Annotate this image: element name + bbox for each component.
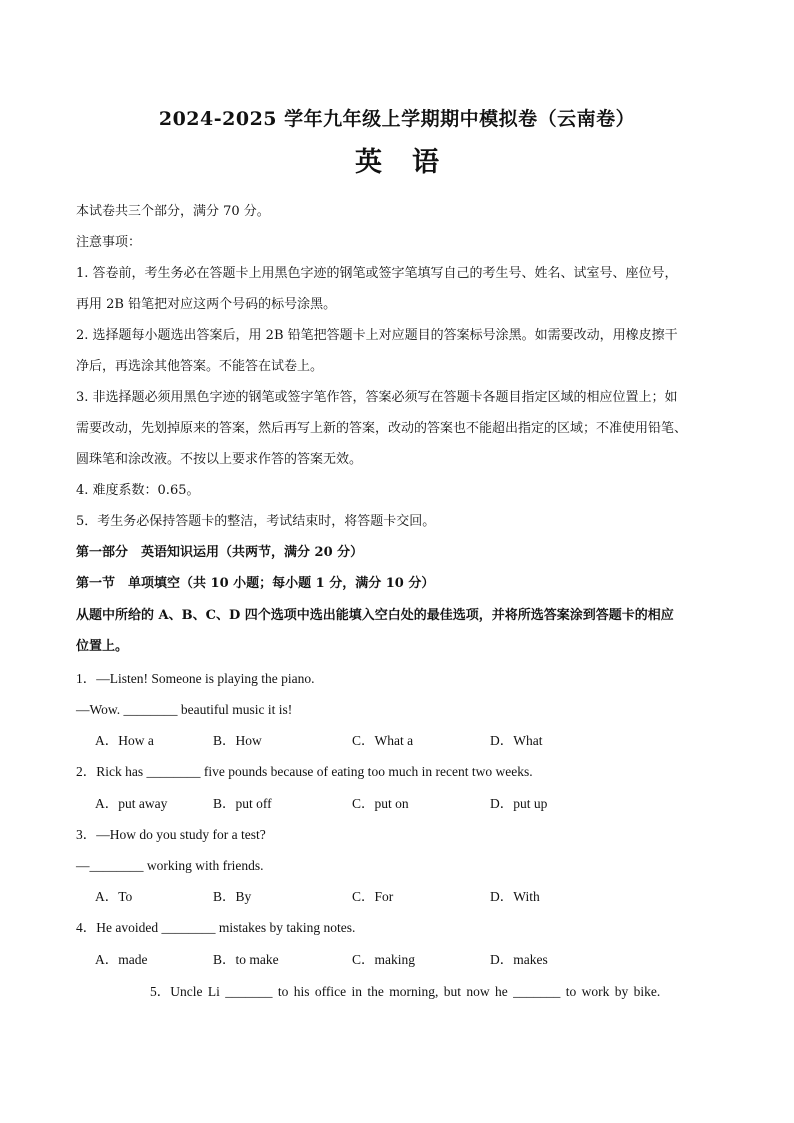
option-b[interactable]: B．By <box>213 889 252 904</box>
option-a[interactable]: A．put away <box>95 796 168 811</box>
option-a[interactable]: A．How a <box>95 733 154 748</box>
part-heading: 第一部分 英语知识运用（共两节，满分 20 分） <box>76 545 364 560</box>
notice-line: 3. 非选择题必须用黑色字迹的钢笔或签字笔作答，答案必须写在答题卡各题目指定区域的相应位置上；如 <box>76 390 678 405</box>
option-a[interactable]: A．made <box>95 952 148 967</box>
question-4-stem: 4．He avoided ________ mistakes by taking notes. <box>76 920 356 935</box>
notice-heading: 注意事项： <box>76 235 142 250</box>
section-instruction: 从题中所给的 A、B、C、D 四个选项中选出能填入空白处的最佳选项，并将所选答案涂到答题卡的相应 <box>76 608 674 623</box>
notice-line: 1. 答卷前，考生务必在答题卡上用黑色字迹的钢笔或签字笔填写自己的考生号、姓名、试室号、座位号， <box>76 266 678 281</box>
question-3-stem: —________ working with friends. <box>76 858 264 873</box>
exam-subject: 英语 <box>355 147 469 178</box>
option-c[interactable]: C．What a <box>352 733 414 748</box>
option-d[interactable]: D．put up <box>490 796 548 811</box>
question-1-stem: —Wow. ________ beautiful music it is! <box>76 702 293 717</box>
option-c[interactable]: C．put on <box>352 796 409 811</box>
question-2-stem: 2．Rick has ________ five pounds because of eating too much in recent two weeks. <box>76 764 533 779</box>
option-d[interactable]: D．With <box>490 889 540 904</box>
option-b[interactable]: B．to make <box>213 952 279 967</box>
notice-line: 净后，再选涂其他答案。不能答在试卷上。 <box>76 359 324 374</box>
option-a[interactable]: A．To <box>95 889 133 904</box>
section-heading: 第一节 单项填空（共 10 小题；每小题 1 分，满分 10 分） <box>76 576 435 591</box>
notice-line: 再用 2B 铅笔把对应这两个号码的标号涂黑。 <box>76 297 337 312</box>
question-3-stem: 3．—How do you study for a test? <box>76 827 266 842</box>
notice-line: 4. 难度系数：0.65。 <box>76 483 200 498</box>
option-d[interactable]: D．What <box>490 733 543 748</box>
notice-line: 圆珠笔和涂改液。不按以上要求作答的答案无效。 <box>76 452 363 467</box>
option-c[interactable]: C．For <box>352 889 394 904</box>
notice-line: 2. 选择题每小题选出答案后，用 2B 铅笔把答题卡上对应题目的答案标号涂黑。如需要改动，用橡皮擦干 <box>76 328 678 343</box>
option-d[interactable]: D．makes <box>490 952 548 967</box>
question-5-stem: 5．Uncle Li _______ to his office in the morning, but now he _______ to work by bike. <box>150 984 661 999</box>
question-1-stem: 1．—Listen! Someone is playing the piano. <box>76 671 315 686</box>
option-c[interactable]: C．making <box>352 952 415 967</box>
exam-summary: 本试卷共三个部分，满分 70 分。 <box>76 204 270 219</box>
option-b[interactable]: B．put off <box>213 796 272 811</box>
exam-title: 2024-2025 学年九年级上学期期中模拟卷（云南卷） <box>158 108 636 130</box>
option-b[interactable]: B．How <box>213 733 262 748</box>
section-instruction: 位置上。 <box>76 639 129 654</box>
notice-line: 需要改动，先划掉原来的答案，然后再写上新的答案，改动的答案也不能超出指定的区域；不准使用铅笔、 <box>76 421 688 436</box>
notice-line: 5．考生务必保持答题卡的整洁，考试结束时，将答题卡交回。 <box>76 514 436 529</box>
